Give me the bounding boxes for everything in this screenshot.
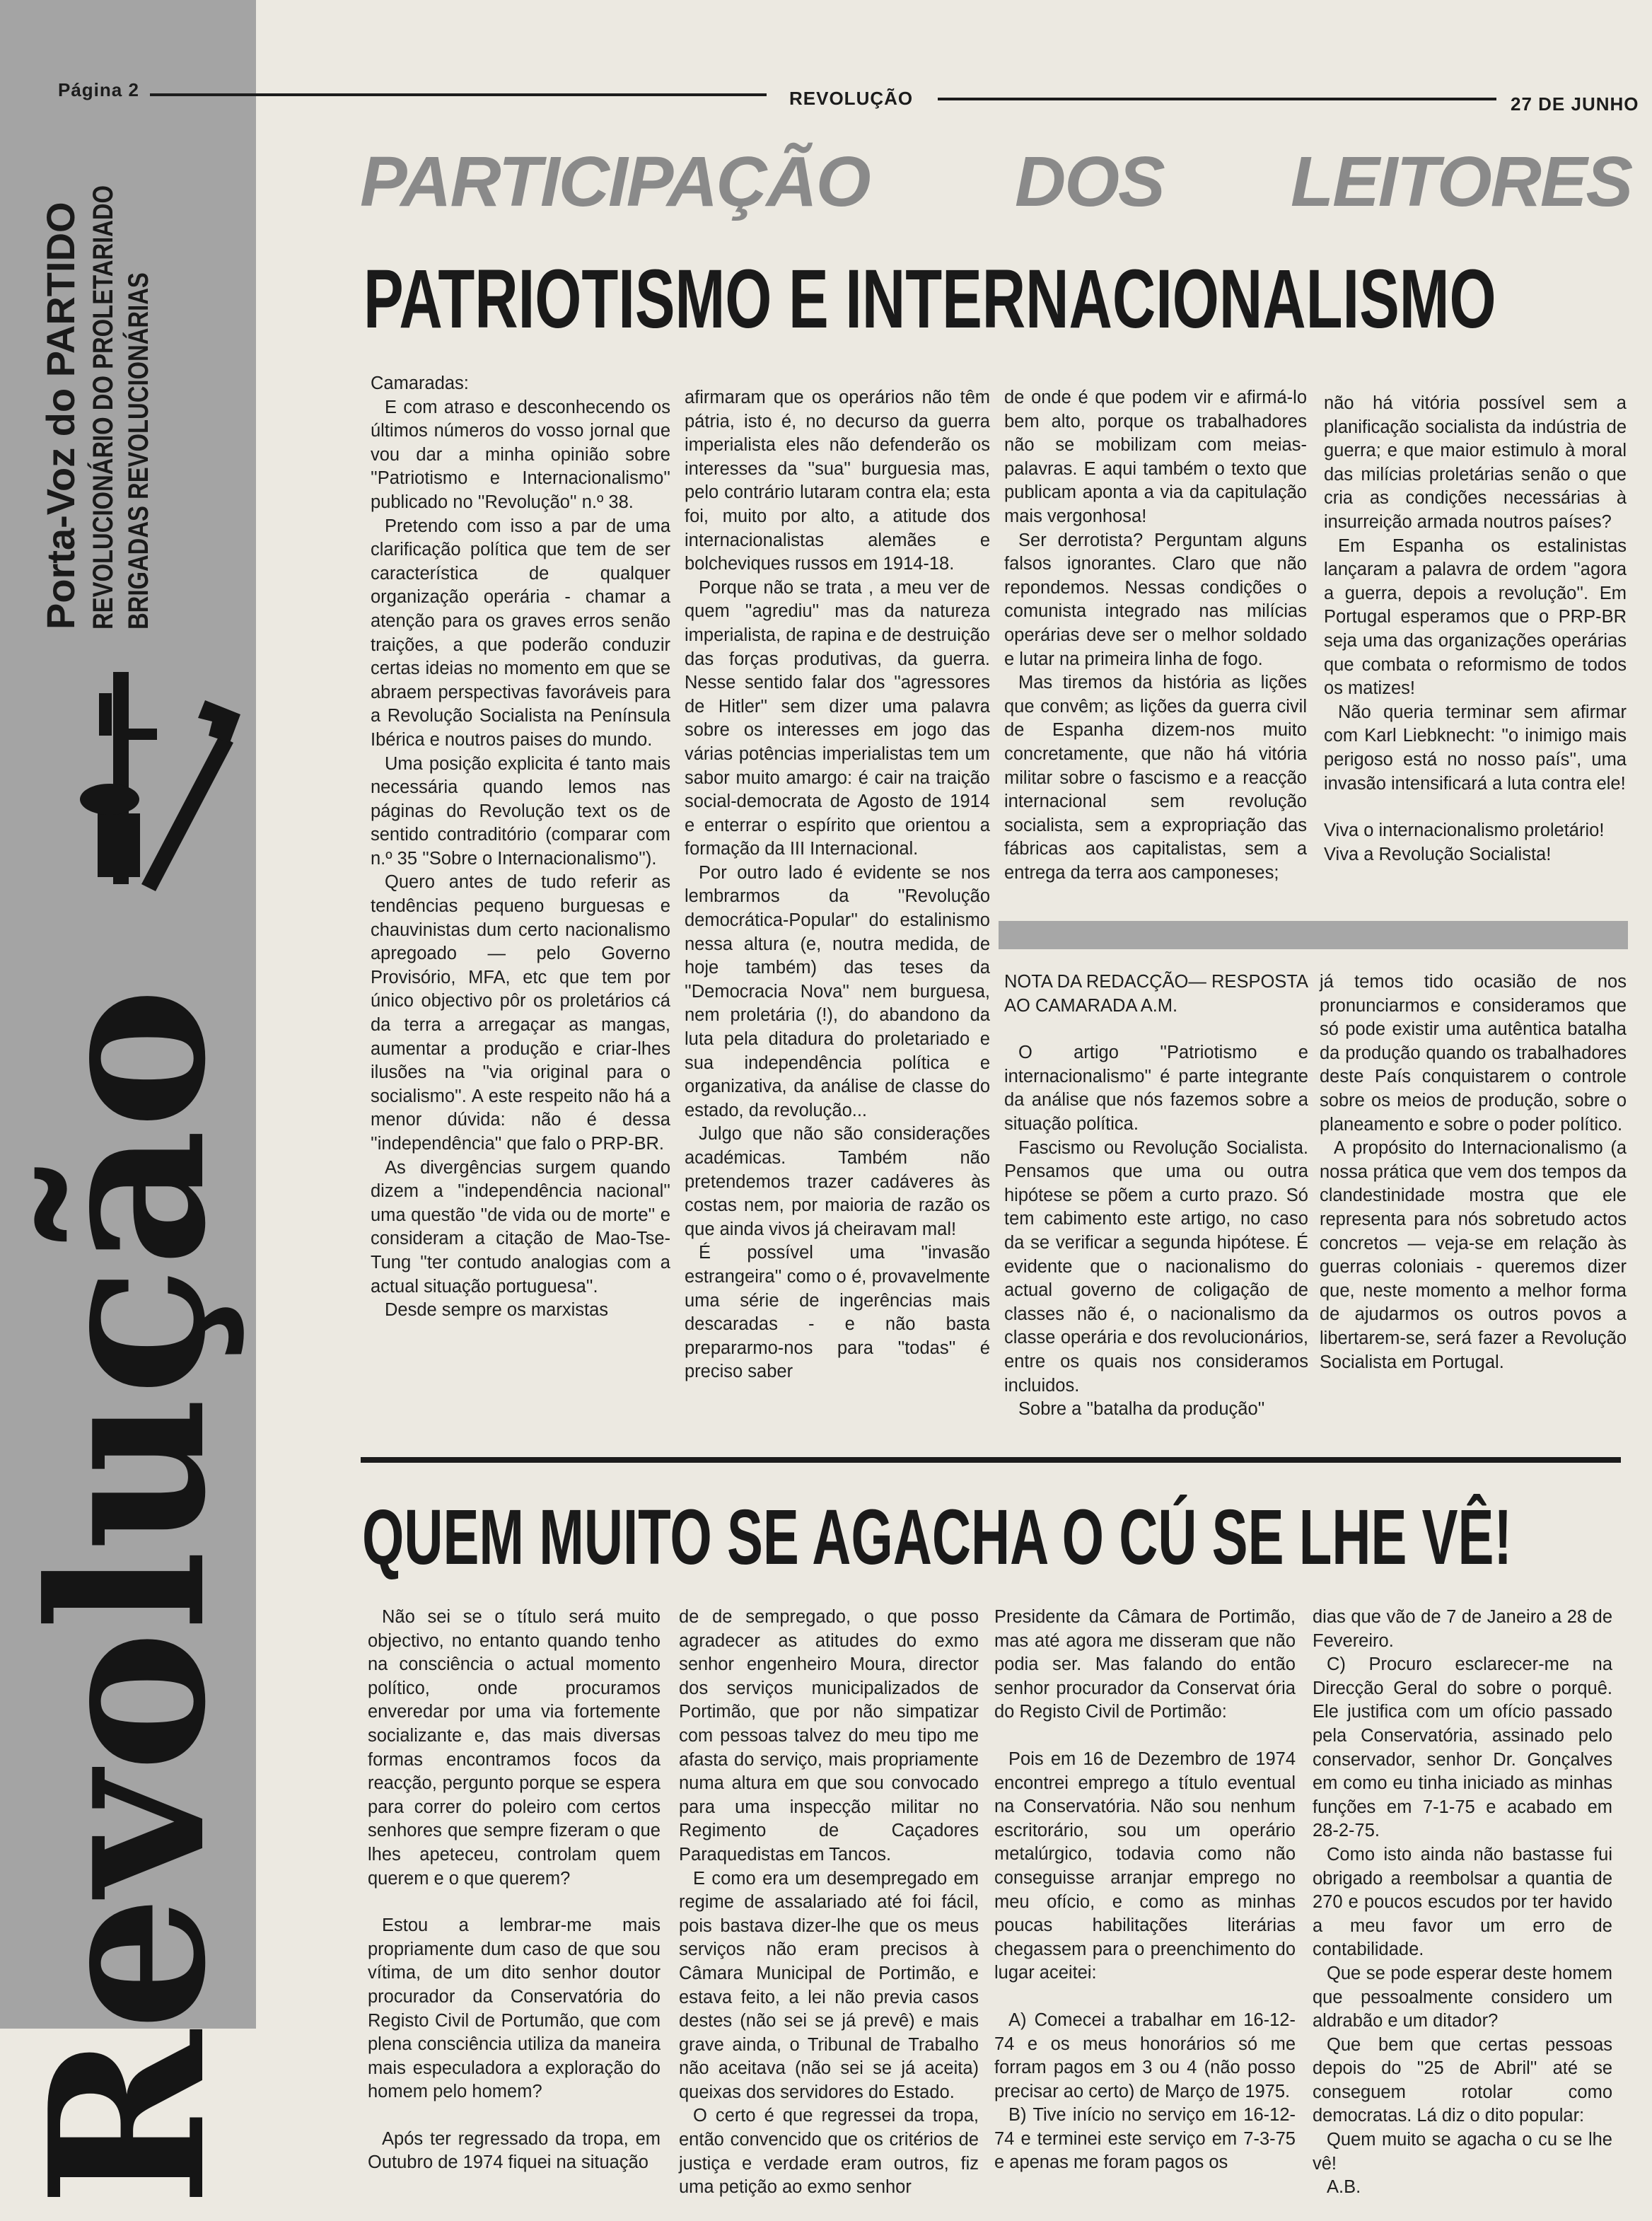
paragraph: Que se pode esperar deste homem que pessoalmente considero um aldrabão e um ditador? — [1313, 1963, 1612, 2031]
paragraph: A propósito do Internacionalismo (a nossa prática que vem dos tempos da clandestinidade mostra que ele representa para nós sobretudo actos concretos — veja-se em relação às guerras coloniais - queremos dizer que, neste momento a melhor forma de ajudarmos os outros povos a libertarem-se, será fazer a Revolução Socialista em Portugal. — [1320, 1138, 1627, 1372]
paragraph: Que bem que certas pessoas depois do ''25 de Abril'' até se conseguem rotolar como democratas. Lá diz o dito popular: — [1313, 2034, 1612, 2126]
paragraph: Como isto ainda não bastasse fui obrigado a reembolsar a quantia de 270 e poucos escudos por ter havido a meu favor um erro de contabilidade. — [1313, 1844, 1612, 1960]
article-1-column-1 — [371, 372, 670, 1323]
article-1-column-2 — [685, 386, 990, 1384]
paragraph: dias que vão de 7 de Janeiro a 28 de Fevereiro. — [1313, 1607, 1612, 1651]
paragraph: já temos tido ocasião de nos pronunciarmos e consideramos que só pode existir uma autêntica batalha da produção quando os trabalhadores deste País conquistarem o controle sobre os meios de produção, sobre o planeamento e sobre o poder político. — [1320, 972, 1627, 1135]
article-2-column-1 — [368, 1606, 661, 2175]
paragraph: Sobre a ''batalha da produção'' — [1018, 1399, 1265, 1420]
tagline-line-2: REVOLUCIONÁRIO DO PROLETARIADO — [88, 185, 119, 630]
paragraph: E com atraso e desconhecendo os últimos números do vosso jornal que vou dar a minha opinião sobre ''Patriotismo e Internacionalismo'' publicado no ''Revolução'' n.º 38. — [371, 397, 670, 512]
paragraph: C) Procuro esclarecer-me na Direcção Geral do sobre o porquê. Ele justifica com um ofício passado pela Conservatória, assinado pelo conservador, senhor Dr. Gonçalves em como eu tinha iniciado as minhas funções em 7-1-75 e acabado em 28-2-75. — [1313, 1654, 1612, 1841]
paragraph: Por outro lado é evidente se nos lembrarmos da ''Revolução democrática-Popular'' do estalinismo nessa altura (e, noutra medida, de hoje também) das teses da ''Democracia Nova'' nem burguesa, nem proletária (!), do abandono da luta pela ditadura do proletariado e sua independência política e organizativa, da análise de classe do estado, da revolução... — [685, 862, 990, 1120]
article-2-column-4 — [1313, 1606, 1612, 2200]
tagline-line-1: Porta-Voz do PARTIDO — [38, 202, 83, 630]
paragraph: Não queria terminar sem afirmar com Karl Liebknecht: ''o inimigo mais perigoso está no nosso país'', uma invasão intensificará a luta contra ele! — [1324, 702, 1627, 794]
paragraph: É possível uma ''invasão estrangeira'' como o é, provavelmente uma série de ingerências mais descaradas - e não basta prepararmo-nos para ''todas'' é preciso saber — [685, 1243, 990, 1382]
paragraph: Não sei se o título será muito objectivo, no entanto quando tenho na consciência o actual momento político, onde procuramos enveredar por uma via fortemente socializante e, das mais diversas formas encontramos focos da reacção, pergunto porque se espera para correr do poleiro com certos senhores que sempre fizeram o que lhes apeteceu, controlam quem querem e o que querem? — [368, 1607, 661, 1889]
paragraph: E como era um desempregado em regime de assalariado até foi fácil, pois bastava dizer-lhe que os meus serviços não eram precisos à Câmara Municipal de Portimão, e estava feito, a lei não previa casos destes (não sei se já prevê) e mais grave ainda, o Tribunal de Trabalho não aceitava (não sei se já aceita) queixas dos servidores do Estado. — [679, 1868, 979, 2102]
paragraph: Presidente da Câmara de Portimão, mas até agora me disseram que não podia ser. Mas falando do então senhor procurador da Conservat ória do Registo Civil de Portimão: — [994, 1607, 1296, 1722]
paragraph: A) Comecei a trabalhar em 16-12-74 e os meus honorários só me forram pagos em 3 ou 4 (não posso precisar ao certo) de Março de 1975. — [994, 2010, 1296, 2101]
paragraph: Ser derrotista? Perguntam alguns falsos ignorantes. Claro que não repondemos. Nessas condições o comunista integrado nas milícias operárias deve ser o melhor soldado e lutar na primeira linha de fogo. — [1004, 530, 1307, 669]
paragraph: NOTA DA REDACÇÃO— RESPOSTA AO CAMARADA A.M. — [1004, 972, 1308, 1016]
paragraph: não há vitória possível sem a planificação socialista da indústria de guerra; e que maior estimulo à moral das milícias proletárias senão o que cria as condições necessárias à insurreição armada noutros países? — [1324, 393, 1627, 532]
paragraph: Fascismo ou Revolução Socialista. Pensamos que uma ou outra hipótese se põem a curto prazo. Só tem cabimento este artigo, no caso da se verificar a segunda hipótese. É evidente que o nacionalismo do actual governo de coligação de classes não é, o nacionalismo da classe operária e dos revolucionários, entre os quais nos consideramos incluidos. — [1004, 1137, 1308, 1396]
issue-date: 27 DE JUNHO — [1511, 93, 1639, 115]
article-2-column-2 — [679, 1606, 979, 2200]
section-title — [357, 141, 1630, 226]
sidebar-banner: Porta-Voz do PARTIDO REVOLUCIONÁRIO DO PROLETARIADO BRIGADAS REVOLUCIONÁRIAS Revolução — [0, 0, 256, 2029]
rifle-and-wrench-emblem-icon — [28, 651, 240, 905]
editorial-note-divider — [999, 921, 1628, 949]
paragraph: Quero antes de tudo referir as tendências pequeno burguesas e chauvinistas dum certo nacionalismo apregoado — pelo Governo Provisório, MFA, etc que tem por único objectivo pôr os proletários cá da terra a arregaçar as mangas, aumentar a produção e criar-lhes ilusões na ''via original para o socialismo''. A este respeito não há a menor dúvida: não é dessa ''independência'' que falo o PRP-BR. — [371, 872, 670, 1154]
paragraph: B) Tive início no serviço em 16-12-74 e terminei este serviço em 7-3-75 e apenas me foram pagos os — [994, 2105, 1296, 2173]
paragraph: O certo é que regressei da tropa, então convencido que os critérios de justiça e verdade eram outros, fiz uma petição ao exmo senhor — [679, 2106, 979, 2198]
newspaper-name: REVOLUÇÃO — [789, 88, 914, 109]
article-2-title: QUEM MUITO SE AGACHA O CÚ SE LHE VÊ! — [362, 1494, 1512, 1581]
article-1-column-4 — [1324, 392, 1627, 866]
paragraph: Estou a lembrar-me mais propriamente dum caso de que sou vítima, de um dito senhor doutor procurador da Conservatória do Registo Civil de Portumão, que com plena consciência utiliza da maneira mais especuladora a exploração do homem pelo homem? — [368, 1915, 661, 2102]
paragraph: Quem muito se agacha o cu se lhe vê! — [1313, 2130, 1612, 2174]
article-2-column-3 — [994, 1606, 1296, 2175]
tagline-line-3: BRIGADAS REVOLUCIONÁRIAS — [123, 272, 154, 630]
section-word-1: PARTICIPAÇÃO — [360, 142, 870, 221]
page-number: Página 2 — [58, 79, 139, 100]
editorial-note-column-2 — [1320, 970, 1627, 1374]
article-1-title: PATRIOTISMO E INTERNACIONALISMO — [363, 253, 1496, 346]
paragraph: A.B. — [1327, 2177, 1361, 2198]
paragraph: de de sempregado, o que posso agradecer as atitudes do exmo senhor engenheiro Moura, director dos serviços municipalizados de Portimão, que por não simpatizar com pessoas talvez do meu tipo me afasta do serviço, mais propriamente numa altura em que sou convocado para uma inspecção militar no Regimento de Caçadores Paraquedistas em Tancos. — [679, 1607, 979, 1865]
paragraph: Desde sempre os marxistas — [385, 1300, 609, 1321]
paragraph: Viva a Revolução Socialista! — [1324, 844, 1552, 864]
paragraph: Pretendo com isso a par de uma clarificação política que tem de ser característica de qualquer organização operária - chamar a atenção para os graves erros senão traições, a que poderão conduzir certas ideias no momento em que se abraem perspectivas favoráveis para a Revolução Socialista na Península Ibérica e noutros paises do mundo. — [371, 516, 670, 750]
paragraph: As divergências surgem quando dizem a ''independência nacional'' uma questão ''de vida ou de morte'' e consideram a citação de Mao-Tse-Tung ''ter contudo analogias com a actual situação portuguesa''. — [371, 1157, 670, 1297]
paragraph: Pois em 16 de Dezembro de 1974 encontrei emprego a título eventual na Conservatória. Não sou nenhum escritorário, sou um operário metalúrgico, todavia como não conseguisse arranjar emprego no meu ofício, e como as minhas poucas habilitações literárias chegassem para o preenchimento do lugar aceitei: — [994, 1749, 1296, 1983]
article-divider-rule — [361, 1457, 1621, 1463]
paragraph: Julgo que não são considerações académicas. Também não pretendemos trazer cadáveres às costas nem, por maioria de razão os que ainda vivos já cheiravam mal! — [685, 1124, 990, 1239]
paragraph: Porque não se trata , a meu ver de quem ''agrediu'' mas da natureza imperialista, de rapina e de destruição das forças produtivas, da guerra. Nesse sentido falar dos ''agressores de Hitler'' sem dizer uma palavra sobre os interesses em jogo das várias potências imperialistas tem um sabor muito amargo: é cair na traição social-democrata de Agosto de 1914 e enterrar o espírito que orientou a formação da III Internacional. — [685, 577, 990, 859]
paragraph: Uma posição explicita é tanto mais necessária quando lemos nas páginas do Revolução text os de sentido contraditório (comparar com n.º 35 ''Sobre o Internacionalismo''). — [371, 753, 670, 869]
editorial-note-column-1 — [1004, 970, 1308, 1422]
paragraph: Camaradas: — [371, 373, 469, 393]
paragraph: de onde é que podem vir e afirmá-lo bem alto, porque os trabalhadores não se mobilizam com meias-palavras. E aqui também o texto que publicam aponta a via da capitulação mais vergonhosa! — [1004, 388, 1307, 526]
article-1-column-3 — [1004, 386, 1307, 885]
paragraph: Após ter regressado da tropa, em Outubro de 1974 fiquei na situação — [368, 2128, 661, 2173]
paragraph: O artigo ''Patriotismo e internacionalismo'' é parte integrante da análise que nós fazemos sobre a situação política. — [1004, 1043, 1308, 1134]
section-word-3: LEITORES — [1291, 142, 1632, 221]
masthead-rule-right — [938, 98, 1496, 100]
paragraph: Em Espanha os estalinistas lançaram a palavra de ordem ''agora a guerra, depois a revolução''. Em Portugal esperamos que o PRP-BR seja uma das organizações operárias que combata o reformismo de todos os matizes! — [1324, 535, 1627, 699]
paragraph: Viva o internacionalismo proletário! — [1324, 820, 1605, 841]
paragraph: Mas tiremos da história as lições que convêm; as lições da guerra civil de Espanha dizem-nos muito concretamente, que não há vitória militar sobre o fascismo e a reacção internacional sem revolução socialista, sem a expropriação das fábricas aos capitalistas, sem a entrega da terra aos camponeses; — [1004, 673, 1307, 883]
section-word-2: DOS — [1015, 142, 1164, 221]
masthead-rule-left — [150, 93, 767, 96]
paragraph: afirmaram que os operários não têm pátria, isto é, no decurso da guerra imperialista eles não defenderão os interesses da ''sua'' burguesia mas, pelo contrário lutaram contra ela; esta foi, muito por alto, a atitude dos internacionalistas alemães e bolcheviques russos em 1914-18. — [685, 388, 990, 574]
